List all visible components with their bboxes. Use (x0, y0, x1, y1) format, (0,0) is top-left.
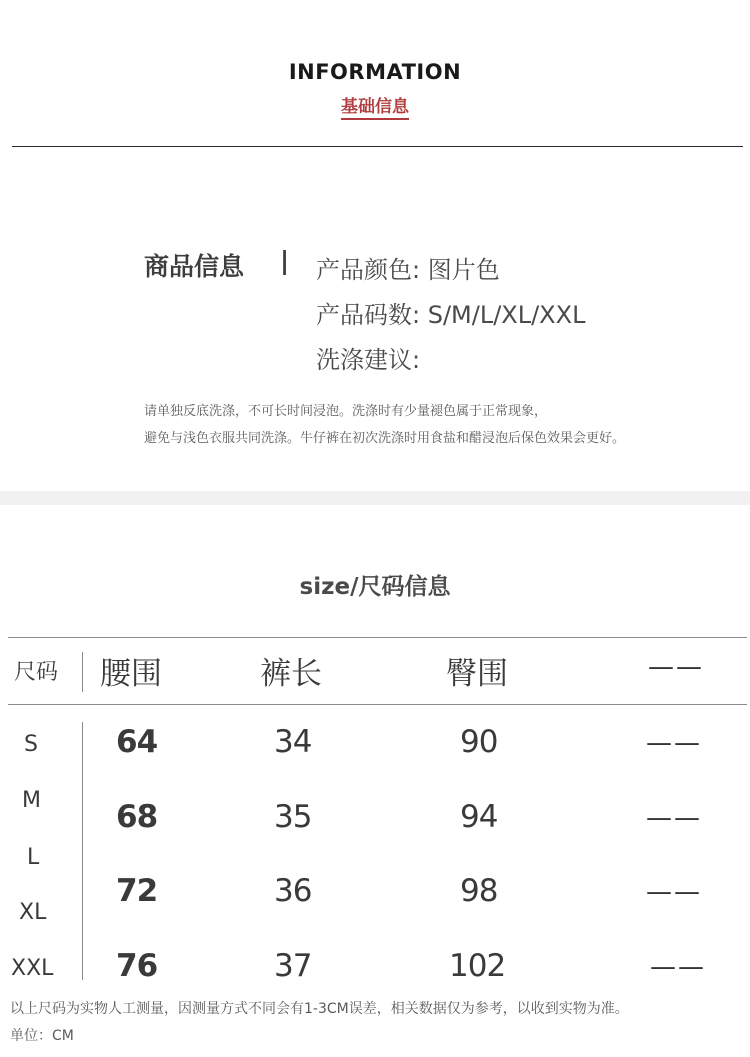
length-value: 36 (274, 873, 312, 909)
size-label-xxl: XXL (11, 956, 54, 981)
table-top-border (8, 637, 747, 638)
hip-value: 94 (460, 799, 498, 835)
hip-value: 90 (460, 724, 498, 760)
extra-value: —— (646, 803, 702, 833)
size-label-s: S (24, 732, 38, 757)
header-waist: 腰围 (100, 656, 162, 692)
size-label-xl: XL (19, 900, 47, 925)
title-chinese (0, 92, 750, 117)
table-header-border (8, 704, 747, 705)
size-label-m: M (22, 788, 41, 813)
body-column-divider (82, 722, 83, 980)
title-english: INFORMATION (288, 60, 462, 84)
waist-value: 76 (116, 948, 158, 984)
extra-value: —— (650, 952, 706, 982)
hip-value: 98 (460, 873, 498, 909)
product-info-label: 商品信息 (144, 252, 245, 281)
product-info-separator: | (280, 246, 290, 275)
care-text-1: 请单独反底洗涤，不可长时间浸泡。洗涤时有少量褪色属于正常现象， (144, 404, 548, 419)
length-value: 35 (274, 799, 312, 835)
length-value: 37 (274, 948, 312, 984)
section-divider-band (0, 491, 750, 505)
product-color: 产品颜色: 图片色 (316, 256, 500, 284)
care-text-2: 避免与浅色衣服共同洗涤。牛仔裤在初次洗涤时用食盐和醋浸泡后保色效果会更好。 (144, 431, 626, 446)
header-extra: —— (648, 652, 704, 682)
header-column-divider (82, 652, 83, 692)
hip-value: 102 (449, 948, 506, 984)
header-hip: 臀围 (446, 656, 508, 692)
waist-value: 68 (116, 799, 158, 835)
header-length: 裤长 (260, 656, 322, 692)
size-section-title: size/尺码信息 (299, 574, 451, 600)
divider-top (12, 146, 743, 147)
length-value: 34 (274, 724, 312, 760)
unit-note: 单位：CM (10, 1028, 74, 1044)
product-sizes: 产品码数: S/M/L/XL/XXL (316, 301, 586, 329)
header-size: 尺码 (14, 660, 59, 685)
extra-value: —— (646, 728, 702, 758)
title-chinese-text: 基础信息 (341, 97, 409, 120)
wash-advice-label: 洗涤建议: (316, 346, 421, 374)
measurement-note: 以上尺码为实物人工测量，因测量方式不同会有1-3CM误差，相关数据仅为参考，以收到实物为准。 (10, 1001, 629, 1017)
extra-value: —— (646, 877, 702, 907)
waist-value: 72 (116, 873, 158, 909)
size-label-l: L (27, 845, 40, 870)
waist-value: 64 (116, 724, 158, 760)
